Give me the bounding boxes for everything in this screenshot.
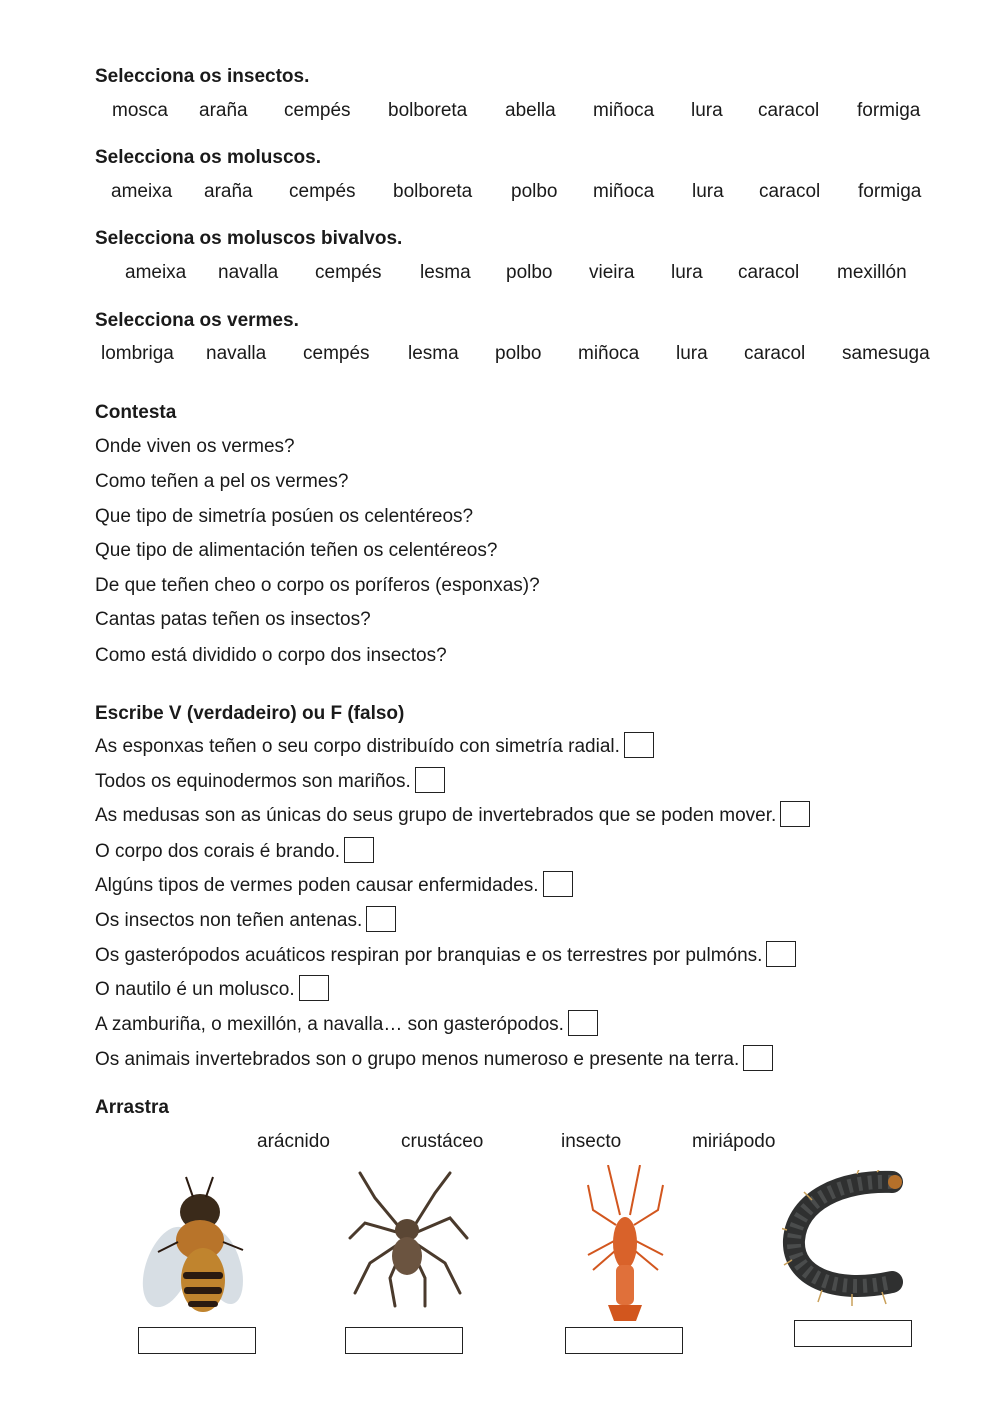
word-option[interactable]: polbo [495,343,542,364]
tf-answer-box[interactable] [543,871,573,897]
tf-answer-box[interactable] [743,1045,773,1071]
tf-answer-box[interactable] [366,906,396,932]
tf-answer-box[interactable] [780,801,810,827]
bivalves-word-row [95,262,945,288]
word-option[interactable]: lura [691,100,723,121]
word-option[interactable]: lesma [420,262,471,283]
insects-word-row [95,100,945,126]
tf-answer-box[interactable] [624,732,654,758]
word-option[interactable]: caracol [738,262,800,283]
word-option[interactable]: bolboreta [393,181,473,202]
tf-answer-box[interactable] [344,837,374,863]
tf-statement-text: Os gasterópodos acuáticos respiran por branquias e os terrestres por pulmóns. [95,945,763,966]
word-option[interactable]: polbo [506,262,553,283]
spider-image [345,1168,470,1308]
drop-box-crayfish[interactable] [565,1327,683,1354]
word-option[interactable]: mosca [112,100,168,121]
word-option[interactable]: formiga [858,181,922,202]
molluscs-word-row [95,181,945,207]
tf-statement [95,975,329,1001]
centipede-image [782,1170,907,1310]
word-option[interactable]: ameixa [125,262,187,283]
word-option[interactable]: bolboreta [388,100,468,121]
word-option[interactable]: navalla [206,343,267,364]
tf-statement-text: A zamburiña, o mexillón, a navalla… son gasterópodos. [95,1014,564,1035]
tf-answer-box[interactable] [299,975,329,1001]
tf-statement [95,801,810,827]
word-option[interactable]: miñoca [593,100,655,121]
word-option[interactable]: caracol [759,181,821,202]
crayfish-image [578,1165,673,1325]
word-option[interactable]: araña [204,181,253,202]
drop-box-centipede[interactable] [794,1320,912,1347]
word-option[interactable]: vieira [589,262,635,283]
question: De que teñen cheo o corpo os poríferos (esponxas)? [95,575,540,596]
word-option[interactable]: polbo [511,181,558,202]
word-option[interactable]: formiga [857,100,921,121]
tf-statement-text: As esponxas teñen o seu corpo distribuído con simetría radial. [95,736,620,757]
word-option[interactable]: miñoca [593,181,655,202]
question: Como está dividido o corpo dos insectos? [95,645,447,666]
tf-statement [95,767,445,793]
tf-statement [95,732,654,758]
word-option[interactable]: lombriga [101,343,174,364]
tf-statement [95,837,374,863]
drag-word-arachnid[interactable]: arácnido [257,1131,330,1152]
question: Onde viven os vermes? [95,436,295,457]
tf-statement-text: O corpo dos corais é brando. [95,841,341,862]
question: Que tipo de alimentación teñen os celentéreos? [95,540,498,561]
tf-statement-text: Todos os equinodermos son mariños. [95,771,411,792]
worms-heading: Selecciona os vermes. [95,310,299,331]
drag-word-crustacean[interactable]: crustáceo [401,1131,484,1152]
tf-statement [95,1010,598,1036]
bee-image [138,1172,253,1317]
answer-heading: Contesta [95,402,177,423]
word-option[interactable]: caracol [758,100,820,121]
word-option[interactable]: lura [676,343,708,364]
drag-word-insect[interactable]: insecto [561,1131,622,1152]
word-option[interactable]: araña [199,100,248,121]
word-option[interactable]: cempés [303,343,370,364]
tf-statement [95,906,396,932]
drop-box-bee[interactable] [138,1327,256,1354]
worms-word-row [95,343,945,369]
tf-statement-text: As medusas son as únicas do seus grupo de invertebrados que se poden mover. [95,805,777,826]
drag-word-myriapod[interactable]: miriápodo [692,1131,776,1152]
insects-heading: Selecciona os insectos. [95,66,310,87]
question: Cantas patas teñen os insectos? [95,609,371,630]
word-option[interactable]: abella [505,100,556,121]
word-option[interactable]: lura [671,262,703,283]
word-option[interactable]: navalla [218,262,279,283]
tf-answer-box[interactable] [766,941,796,967]
tf-statement-text: Os animais invertebrados son o grupo menos numeroso e presente na terra. [95,1049,740,1070]
tf-statement-text: Os insectos non teñen antenas. [95,910,363,931]
tf-statement-text: O nautilo é un molusco. [95,979,295,1000]
word-option[interactable]: ameixa [111,181,173,202]
word-option[interactable]: miñoca [578,343,640,364]
tf-answer-box[interactable] [415,767,445,793]
tf-statement [95,1045,773,1071]
drop-box-spider[interactable] [345,1327,463,1354]
tf-answer-box[interactable] [568,1010,598,1036]
word-option[interactable]: mexillón [837,262,907,283]
word-option[interactable]: samesuga [842,343,930,364]
question: Como teñen a pel os vermes? [95,471,349,492]
bivalves-heading: Selecciona os moluscos bivalvos. [95,228,403,249]
word-option[interactable]: caracol [744,343,806,364]
word-option[interactable]: cempés [289,181,356,202]
tf-statement [95,941,796,967]
drag-heading: Arrastra [95,1097,169,1118]
word-option[interactable]: cempés [284,100,351,121]
word-option[interactable]: lesma [408,343,459,364]
word-option[interactable]: lura [692,181,724,202]
tf-statement-text: Algúns tipos de vermes poden causar enfermidades. [95,875,539,896]
word-option[interactable]: cempés [315,262,382,283]
tf-statement [95,871,573,897]
molluscs-heading: Selecciona os moluscos. [95,147,321,168]
question: Que tipo de simetría posúen os celentéreos? [95,506,474,527]
truefalse-heading: Escribe V (verdadeiro) ou F (falso) [95,703,405,724]
